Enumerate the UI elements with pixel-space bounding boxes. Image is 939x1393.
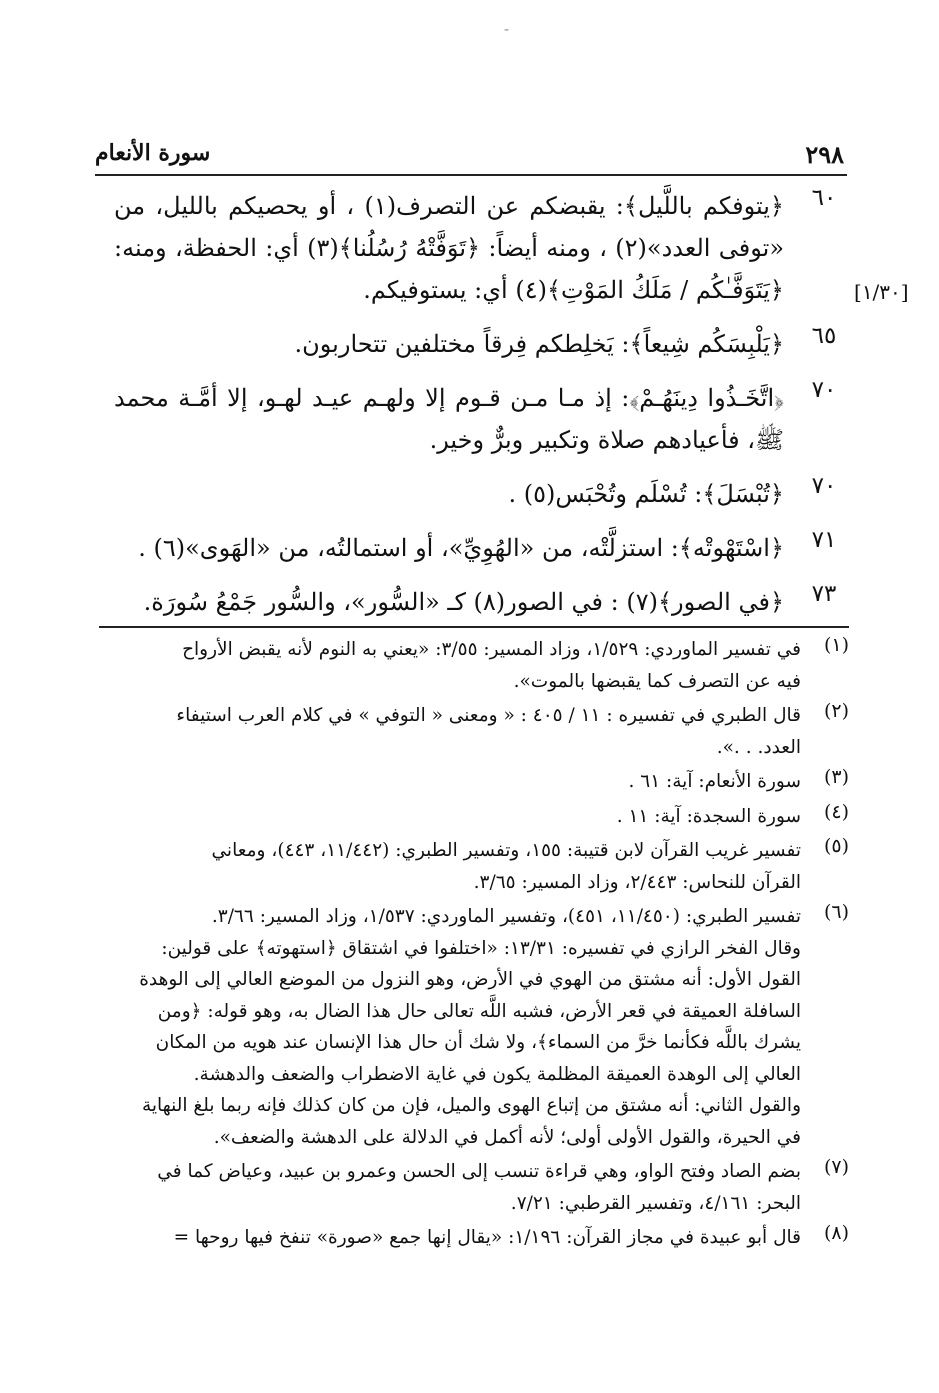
- header-divider: [95, 174, 847, 176]
- footnote-line: بضم الصاد وفتح الواو، وهي قراءة تنسب إلى الحسن وعمرو بن عبيد، وعياض كما في: [157, 1161, 801, 1182]
- page-speck: -: [504, 22, 510, 38]
- verse-number: ٧٠: [811, 473, 837, 499]
- verse-entry: [114, 581, 849, 623]
- verse-gloss: ﴿اسْتَهْوتْه﴾: استزلَّتْه، من «الهُوِيِّ»، أو استمالتُه، من «الهَوى»(٦) .: [138, 534, 784, 562]
- footnote-number: (٢): [823, 700, 849, 722]
- footnote-line: العدد. . .».: [716, 736, 801, 758]
- footnote: [99, 766, 849, 798]
- footnote: [99, 835, 849, 898]
- verse-number: ٧١: [811, 527, 837, 553]
- footnote-line: السافلة العميقة في قعر الأرض، فشبه اللَّه تعالى حال هذا الضال به، وهو قوله: ﴿ومن: [157, 1000, 801, 1022]
- footnote: [99, 700, 849, 763]
- verse-gloss: ﴿في الصور﴾(٧) : في الصور(٨) كـ «السُّور»، والسُّور جَمْعُ سُورَة.: [143, 588, 784, 616]
- footnote-divider: [99, 626, 849, 628]
- footnote: [99, 634, 849, 697]
- footnote-number: (٧): [823, 1156, 849, 1178]
- verse-gloss: ﴿يتوفكم باللَّيل﴾: يقبضكم عن التصرف(١) ، أو يحصيكم بالليل، من «توفى العدد»(٢) ، ومنه أيضاً: ﴿تَوَفَّتْهُ رُسُلُنا﴾(٣) أي: الحفظة، ومنه: ﴿يَتَوَفَّـٰكُم / مَلَكُ المَوْتِ﴾(٤) أي: يستوفيكم.: [114, 192, 784, 304]
- footnote-line: القول الأول: أنه مشتق من الهوي في الأرض، وهو النزول من الموضع العالي إلى الوهدة: [139, 969, 801, 990]
- margin-folio-note: [١/٣٠]: [854, 280, 909, 304]
- verse-entry: [114, 377, 849, 461]
- footnote-line: وقال الفخر الرازي في تفسيره: ١٣/٣١: «اختلفوا في اشتقاق ﴿استهوته﴾ على قولين:: [161, 937, 801, 959]
- footnotes: [99, 634, 849, 1257]
- verse-number: ٦٥: [811, 323, 837, 349]
- footnote-number: (١): [823, 634, 849, 656]
- footnote-line: قال الطبري في تفسيره : ١١ / ٤٠٥ : « ومعنى « التوفي » في كلام العرب استيفاء: [176, 705, 801, 726]
- footnote-line: سورة السجدة: آية: ١١ .: [616, 805, 801, 827]
- footnote-line: في الحيرة، والقول الأولى أولى؛ لأنه أكمل في الدلالة على الدهشة والضعف».: [213, 1126, 801, 1148]
- running-header: [95, 140, 844, 174]
- verse-number: ٦٠: [811, 185, 837, 211]
- footnote-number: (٣): [823, 766, 849, 788]
- footnote: [99, 1156, 849, 1219]
- verse-entry: [114, 527, 849, 569]
- footnote-number: (٨): [823, 1222, 849, 1244]
- footnote-line: فيه عن التصرف كما يقبضها بالموت».: [513, 670, 801, 692]
- footnote-number: (٥): [823, 835, 849, 857]
- verse-number: ٧٠: [811, 377, 837, 403]
- verse-entry: [114, 323, 849, 365]
- footnote-line: تفسير الطبري: (١١/٤٥٠، ٤٥١)، وتفسير الماوردي: ١/٥٣٧، وزاد المسير: ٣/٦٦.: [211, 906, 801, 927]
- footnote-line: القرآن للنحاس: ٢/٤٤٣، وزاد المسير: ٣/٦٥.: [473, 871, 801, 893]
- footnote: [99, 901, 849, 1153]
- verse-entry: [114, 473, 849, 515]
- footnote: [99, 1222, 849, 1254]
- verse-entries: [114, 185, 849, 635]
- footnote-line: العالي إلى الوهدة العميقة المظلمة يكون في غاية الاضطراب والضعف والدهشة.: [193, 1063, 801, 1085]
- footnote-line: يشرك باللَّه فكأنما خرَّ من السماء﴾، ولا شك أن حال هذا الإنسان عند هويه من المكان: [155, 1032, 801, 1053]
- footnote-line: سورة الأنعام: آية: ٦١ .: [628, 771, 801, 792]
- footnote-number: (٦): [823, 901, 849, 923]
- footnote-line: تفسير غريب القرآن لابن قتيبة: ١٥٥، وتفسير الطبري: (١١/٤٤٢، ٤٤٣)، ومعاني: [211, 840, 801, 861]
- footnote-line: البحر: ٤/١٦١، وتفسير القرطبي: ٧/٢١.: [510, 1192, 801, 1214]
- verse-gloss: ﴿تُبْسَلَ﴾: تُسْلَم وتُحْبَس(٥) .: [508, 480, 784, 508]
- verse-number: ٧٣: [811, 581, 837, 607]
- footnote-number: (٤): [823, 800, 849, 823]
- verse-entry: [114, 185, 849, 311]
- page-number: ٢٩٨: [805, 140, 844, 169]
- footnote-line: والقول الثاني: أنه مشتق من إتباع الهوى والميل، فإن من كان كذلك فإنه ربما بلغ النهاية: [141, 1095, 801, 1116]
- surah-title: سورة الأنعام: [95, 140, 211, 166]
- footnote: [99, 801, 849, 833]
- verse-gloss: ﴿يَلْبِسَكُم شِيعاً﴾: يَخلِطكم فِرقاً مختلفين تتحاربون.: [294, 330, 784, 358]
- footnote-line: قال أبو عبيدة في مجاز القرآن: ١/١٩٦: «يقال إنها جمع «صورة» تنفخ فيها روحها =: [173, 1227, 801, 1248]
- verse-gloss: ﴿اتَّخَـذُوا دِينَهُـمْ﴾: إذ مـا مـن قـوم إلا ولهـم عيـد لهـو، إلا أمَّـة محمد ﷺ، فأعيادهم صلاة وتكبير وبرٌّ وخير.: [114, 384, 784, 454]
- footnote-line: في تفسير الماوردي: ١/٥٢٩، وزاد المسير: ٣/٥٥: «يعني به النوم لأنه يقبض الأرواح: [182, 639, 801, 660]
